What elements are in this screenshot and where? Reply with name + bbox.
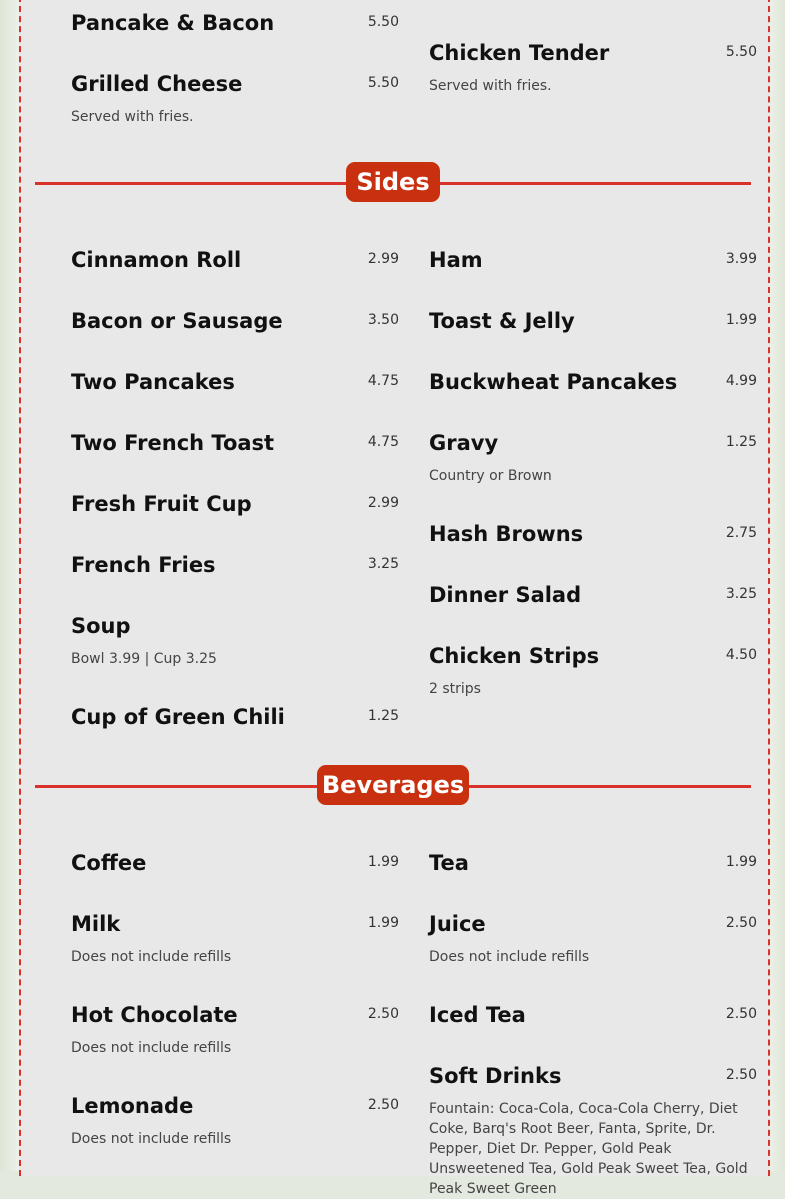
item-price: 4.50 xyxy=(725,647,757,663)
item-name: Buckwheat Pancakes xyxy=(429,370,678,394)
item-price: 1.25 xyxy=(725,434,757,450)
item-name: Gravy xyxy=(429,431,499,455)
item-name: Soup xyxy=(71,614,131,638)
item-price: 2.50 xyxy=(725,1006,757,1022)
item-name: French Fries xyxy=(71,553,216,577)
item-price: 3.50 xyxy=(367,312,399,328)
item-name: Fresh Fruit Cup xyxy=(71,492,252,516)
item-price: 5.50 xyxy=(367,75,399,91)
item-name: Grilled Cheese xyxy=(71,72,243,96)
item-description: Country or Brown xyxy=(429,468,552,484)
item-description: Fountain: Coca-Cola, Coca-Cola Cherry, Diet Coke, Barq's Root Beer, Fanta, Sprite, Dr. Pepper, Diet Dr. Pepper, Gold Peak Unsweetened Tea, Gold Peak Sweet Tea, Gold Peak Sweet Green xyxy=(429,1101,748,1197)
item-price: 3.25 xyxy=(367,556,399,572)
item-name: Milk xyxy=(71,912,121,936)
item-name: Dinner Salad xyxy=(429,583,582,607)
beverages-heading: Beverages xyxy=(317,765,469,805)
item-name: Soft Drinks xyxy=(429,1064,562,1088)
item-price: 2.50 xyxy=(367,1097,399,1113)
item-name: Pancake & Bacon xyxy=(71,11,275,35)
item-price: 3.25 xyxy=(725,586,757,602)
item-price: 1.99 xyxy=(725,312,757,328)
item-price: 4.99 xyxy=(725,373,757,389)
item-name: Hot Chocolate xyxy=(71,1003,238,1027)
item-price: 2.50 xyxy=(725,1067,757,1083)
item-description: Does not include refills xyxy=(71,1131,232,1147)
item-description: 2 strips xyxy=(429,681,481,697)
item-price: 2.50 xyxy=(725,915,757,931)
item-description: Bowl 3.99 | Cup 3.25 xyxy=(71,651,217,667)
item-name: Ham xyxy=(429,248,483,272)
item-price: 3.99 xyxy=(725,251,757,267)
item-price: 1.99 xyxy=(725,854,757,870)
item-name: Lemonade xyxy=(71,1094,194,1118)
item-name: Hash Browns xyxy=(429,522,584,546)
item-name: Bacon or Sausage xyxy=(71,309,283,333)
item-name: Coffee xyxy=(71,851,147,875)
item-name: Two French Toast xyxy=(71,431,275,455)
item-name: Cup of Green Chili xyxy=(71,705,285,729)
item-price: 5.50 xyxy=(367,14,399,30)
item-price: 4.75 xyxy=(367,373,399,389)
sides-heading: Sides xyxy=(346,162,440,202)
menu-panel[interactable] xyxy=(19,0,770,1197)
item-price: 2.99 xyxy=(367,251,399,267)
item-price: 2.75 xyxy=(725,525,757,541)
item-price: 2.99 xyxy=(367,495,399,511)
item-name: Chicken Tender xyxy=(429,41,610,65)
left-background-edge xyxy=(0,0,20,1171)
item-price: 5.50 xyxy=(725,44,757,60)
item-price: 1.25 xyxy=(367,708,399,724)
item-description: Does not include refills xyxy=(71,949,232,965)
item-description: Served with fries. xyxy=(429,78,552,94)
item-description: Does not include refills xyxy=(429,949,590,965)
item-name: Two Pancakes xyxy=(71,370,235,394)
item-name: Tea xyxy=(429,851,469,875)
item-description: Does not include refills xyxy=(71,1040,232,1056)
item-price: 1.99 xyxy=(367,854,399,870)
item-name: Cinnamon Roll xyxy=(71,248,242,272)
item-price: 2.50 xyxy=(367,1006,399,1022)
item-name: Juice xyxy=(429,912,486,936)
item-name: Chicken Strips xyxy=(429,644,600,668)
item-description: Served with fries. xyxy=(71,109,194,125)
item-price: 4.75 xyxy=(367,434,399,450)
item-price: 1.99 xyxy=(367,915,399,931)
item-name: Iced Tea xyxy=(429,1003,526,1027)
item-name: Toast & Jelly xyxy=(429,309,575,333)
